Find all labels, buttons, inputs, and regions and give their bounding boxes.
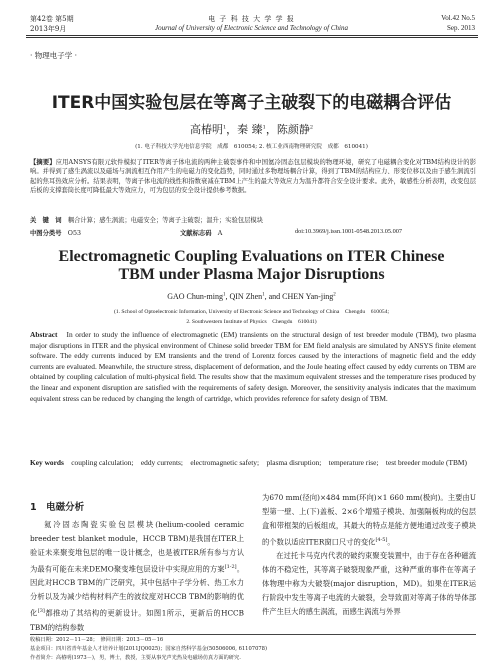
abstract-cn-body: 应用ANSYS有限元软件模拟了ITER等离子体电流的两种主破裂事件和中国氦冷固态包层模块的物理环境，研究了电磁耦合变化对TBM结构设计的影响。并得到了感生涡流以及磁场与涡流相互作用产生的电磁力的变化趋势，同时通过多物理场耦合计算，得到了TBM的结构应力、形变位移以及由于感生涡流引起的焦耳热效应分析。结果表明，等离子体电流的线性和指数衰减在TBM上产生的最大等效应力为温升都符合安全设计要求。此外，敏感性分析表明，改变包层后板的支撑套筒长度可降低最大等效应力，可为包层的安全设计提供参考数据。 — [30, 159, 476, 195]
clc-value: O53 — [67, 230, 81, 237]
affiliations-cn: (1. 电子科技大学光电信息学院 成都 610054; 2. 核工业西南物理研究院 成都 610041) — [135, 144, 368, 150]
doc-code-value: A — [217, 230, 223, 237]
authors-en — [0, 292, 503, 301]
author-sup: 2 — [309, 124, 314, 131]
header-vol-en: Vol.42 No.5 — [441, 14, 475, 22]
journal-name-cn: 电 子 科 技 大 学 学 报 — [208, 15, 295, 23]
abstract-cn-label: 【摘要】 — [30, 159, 56, 166]
abstract-en — [30, 330, 476, 404]
footnote-funding: 基金项目：四川省青年基金人才培养计划(2011JQ0025)；国家自然科学基金(50506006, 61107078) — [30, 646, 267, 652]
author-sup: 1 — [262, 292, 265, 298]
footnote-author: 作者简介：高椿明(1973－)，男，博士，教授，主要从事光声光热及电磁场仿真方面的研究. — [30, 655, 241, 661]
author-chen: ，陈颜静 — [265, 123, 310, 136]
author-en-chen: , and CHEN Yan-jing — [264, 292, 334, 301]
keywords-cn-text: 耦合计算；感生涡流；电磁安全；等离子主破裂；温升；实验包层模块 — [67, 217, 263, 224]
header-rule — [26, 35, 478, 36]
keywords-cn — [30, 216, 476, 225]
keywords-en-text: coupling calculation; eddy currents; electromagnetic safety; plasma disruption; temperature rise; test breeder module (TBM) — [71, 458, 467, 467]
title-cn: ITER中国实验包层在等离子主破裂下的电磁耦合评估 — [51, 93, 452, 113]
citation: [4-5] — [375, 537, 388, 543]
author-gao: 高椿明 — [189, 123, 223, 136]
affiliation-en-1: (1. School of Optoelectronic Information, University of Electronic Science and Technology of China Chengdu 610054; — [113, 309, 390, 315]
doc-code-label: 文献标志码 — [180, 230, 212, 237]
author-sup: 1 — [262, 124, 266, 131]
body-col1 — [30, 518, 244, 635]
keywords-cn-label: 关 键 词 — [30, 217, 62, 224]
author-sup: 1 — [222, 292, 226, 298]
citation: [1-2] — [224, 564, 237, 570]
body-col2-text: 为670 mm(径向)×484 mm(环向)×1 660 mm(极向)。主要由U型第一壁、上(下)盖板、2×6个增殖子模块、加强隔板构成的包层盒和带框架的后板组成，其最大的特点是能方便地通过改变子模块的个数以适应ITER窗口尺寸的变化 — [262, 493, 476, 547]
body-col1-text: 。因此对HCCB TBM的广泛研究，其中包括中子学分析、热工水力分析以及为减少结构材料产生的波纹度对HCCB TBM的影响的优化 — [30, 564, 244, 618]
header-volume: 第42卷 第5期 — [30, 15, 74, 23]
header-rule-double — [26, 37, 478, 38]
author-en-gao: GAO Chun-ming — [167, 292, 223, 301]
abstract-en-label: Abstract — [30, 330, 58, 339]
title-en-line2: TBM under Plasma Major Disruptions — [118, 266, 385, 283]
title-en-line1: Electromagnetic Coupling Evaluations on ITER Chinese — [58, 248, 445, 265]
author-qin: ，秦 臻 — [226, 123, 263, 136]
footnote-rule — [30, 634, 476, 635]
keywords-en-label: Key words — [30, 458, 64, 467]
body-col2: 为670 mm(径向)×484 mm(环向)×1 660 mm(极向)。主要由U型第一壁、上(下)盖板、2×6个增殖子模块、加强隔板构成的包层盒和带框架的后板组成，其最大的特点是能方便地通过改变子模块的个数以适应ITER窗口尺寸的变化[4-5]。 在过托卡马克内代表的破约束聚变装置中，由于存在各种磁流体的不稳定性，其等离子破裂现象严重，这种严重的事件在等离子体物理中称为大破裂(major disruption，MD)。如果在ITER运行阶段中发生等离子电流的大破裂，会导致面对等离子体的导体部件产生巨大的感生涡流，而感生涡流与外界 — [262, 493, 476, 617]
header-date: 2013年9月 — [30, 25, 67, 33]
header-date-en: Sep. 2013 — [447, 24, 475, 32]
footnote-received: 收稿日期：2012－11－28； 修回日期：2013－05－16 — [30, 637, 164, 643]
journal-name-en: Journal of University of Electronic Science and Technology of China — [155, 24, 348, 32]
authors-cn — [0, 121, 503, 137]
clc-label: 中图分类号 — [30, 230, 62, 237]
citation: [3] — [37, 608, 45, 615]
doi: doi:10.3969/j.issn.1001-0548.2013.05.007 — [295, 228, 403, 235]
abstract-en-body: In order to study the influence of electromagnetic (EM) transients on the structural design of test breeder module (TBM), two plasma major disruptions in ITER and the physical environment of Chinese solid breeder TBM for EM field analysis are simulated by ANSYS finite element software. The eddy currents induced by EM transients and the trend of Lorentz forces caused by the interactions of magnetic field and the eddy currents are evaluated. Meanwhile, the structure stress, displacement of deformation, and the Joule heating effect caused by eddy currents on TBM are obtained by coupling calculation of multi-physical field. The results show that the maximum equivalent stresses and the temperature rises produced by the linear and exponent disruption are satisfied with the requirements of safety design. Moreover, the sensitivity analysis indicates that the maximum equivalent stress can be reduced by changing the length of cartridge, which provides reference for safety design of TBM. — [30, 330, 476, 403]
author-sup: 2 — [333, 292, 336, 298]
author-en-qin: , QIN Zhen — [225, 292, 263, 301]
body-col1-text: 都推动了其结构的更新设计。如图1所示，更新后的HCCB TBM的结构参数 — [30, 608, 244, 632]
doc-code — [180, 228, 222, 237]
body-col2-text: 在过托卡马克内代表的破约束聚变装置中，由于存在各种磁流体的不稳定性，其等离子破裂现象严重，这种严重的事件在等离子体物理中称为大破裂(major disruption，MD)。如果在ITER运行阶段中发生等离子电流的大破裂，会导致面对等离子体的导体部件产生巨大的感生涡流，而感生涡流与外界 — [262, 551, 476, 617]
keywords-en — [30, 458, 476, 469]
section-tag: · 物理电子学 · — [30, 51, 78, 60]
abstract-cn — [30, 158, 476, 196]
section-1-heading: 1 电磁分析 — [30, 502, 85, 513]
clc-line — [30, 228, 81, 237]
body-col1-text: 氦冷固态陶瓷实验包层模块(helium-cooled ceramic breeder test blanket module，HCCB TBM)是我国在ITER上验证未来聚变堆包层的唯一设计概念，也是被ITER所有参与方认为最有可能在未来DEMO聚变堆包层设计中实现应用的方案 — [30, 520, 244, 574]
affiliation-en-2: 2. Southwestern Institute of Physics Chengdu 610041) — [186, 319, 317, 325]
author-sup: 1 — [222, 124, 227, 131]
